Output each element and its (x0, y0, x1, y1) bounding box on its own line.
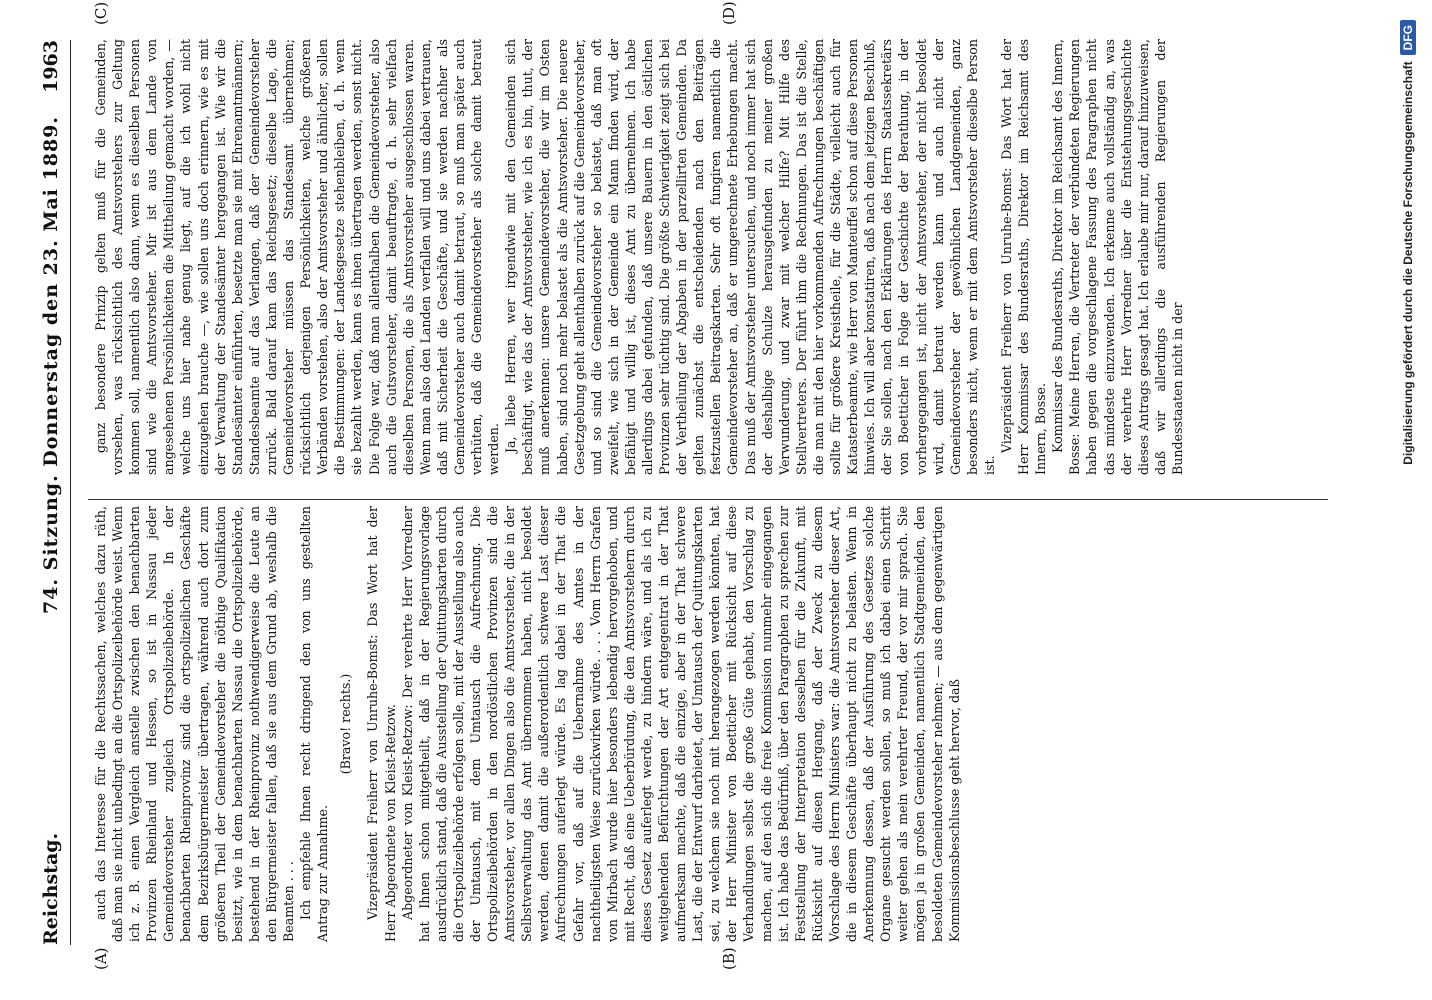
paragraph: auch das Interesse für die Rechtssachen, welches dazu räth, daß man sie nicht unbedingt an die Ortspolizeibehörde weist. Wenn ich z. B. einen Vergleich anstelle zwischen den benachbarten Provinzen Rheinland und Hessen, so ist in Nassau jeder Gemeindevorsteher zugleich Ortspolizeibehörde. In der benachbarten Rheinprovinz sind die ortspolizeilichen Geschäfte dem Bezirksbürgermeister übertragen, während auch dort zum größeren Theil der Gemeindevorsteher die nöthige Qualifikation besitzt, wie in dem benachbarten Nassau die Ortspolizeibehörde, bestehend in der Rheinprovinz nothwendigerweise die Leute an den Bürgermeister fallen, daß sie aus dem Grund ab, weshalb die Beamten . . . (93, 506, 297, 942)
digitization-credit (1400, 0, 1416, 1000)
paragraph: ganz besondere Prinzip gelten muß für die Gemeinden, vorsehen, was rücksichtlich des Amtsvorstehers zur Geltung kommen soll, namentlich also dann, wenn es dieselben Personen sind wie die Amtsvorsteher. Mir ist aus dem Lande von angesehenen Persönlichkeiten die Mittheilung gemacht worden, — welche uns hier nahe genug liegt, auf die ich wohl nicht einzugehen brauche —, wie sollen uns doch erinnern, wie es mit der Verwaltung der Standesämter hergegangen ist. Wie wir die Standesämter einführten, besetzte man sie mit Ehrenamtmännern; Standesbeamte auf das Verlangen, daß der Gemeindevorsteher zurück. Bald darauf kam das Reichsgesetz; dieselbe Lage, die Gemeindevorsteher müssen das Standesamt übernehmen; rücksichtlich derjenigen Persönlichkeiten, welche größeren Verbänden vorstehen, also der Amtsvorsteher und ähnlicher, sollen die Bestimmungen: der Landesgesetze stehenbleiben, d. h. wenn sie bezahlt werden, kann es ihnen übertragen werden, sonst nicht. Die Folge war, daß man allenthalben die Gemeindevorsteher, also auch die Gutsvorsteher, damit beauftragte, d. h. sehr vielfach dieselben Personen, die als Amtsvorsteher ausgeschlossen waren. Wenn man also den Landen verfallen will und uns dabei vertrauen, daß mit Sicherheit die Geschäfte, und sie werden nachher als Gemeindevorsteher auch damit betraut, so muß man später auch verhüten, daß die Gemeindevorsteher als solche damit betraut werden. (93, 39, 502, 475)
header-left: Reichstag. (40, 832, 62, 945)
paragraph: Kommissar des Bundesraths, Direktor im Reichsamt des Innern, Bosse: Meine Herren, die Vertreter der verbündeten Regierungen haben gegen die vorgeschlagene Fassung des Paragraphen nicht das mindeste einzuwenden. Ich erkenne auch vollständig an, was der verehrte Herr Vorredner über die Entstehungsgeschichte dieses Antrags gesagt hat. Ich erlaube mir nur, darauf hinzuweisen, daß wir allerdings die ausführenden Regierungen der Bundesstaaten nicht in der (1050, 39, 1185, 475)
margin-marker-b: (B) (720, 947, 738, 970)
column-divider (88, 499, 1328, 500)
paragraph: Abgeordneter von Kleist-Retzow: Der verehrte Herr Vorredner hat Ihnen schon mitgetheilt, daß in der Regierungsvorlage ausdrücklich stand, daß die Ausstellung der Quittungskarten durch die Ortspolizeibehörde erfolgen solle, mit der Ausstellung also auch der Umtausch, mit dem Umtausch die Aufrechnung. Die Ortspolizeibehörden in den nordöstlichen Provinzen sind die Amtsvorsteher, vor allen Dingen also die Amtsvorsteher, die in der Selbstverwaltung das Amt übernommen haben, nicht besoldet werden, denen damit die außerordentlich schwere Last dieser Aufrechnungen auferlegt würde. Es lag dabei in der That die Gefahr vor, daß auf die Uebernahme des Amtes in der nachtheiligsten Weise zurückwirken würde. . . . Vom Herrn Grafen von Mirbach wurde hier besonders lebendig hervorgehoben, und mit Recht, daß eine Ueberbürdung, die den Amtsvorstehern durch dieses Gesetz auferlegt werde, zu hindern wäre, und als ich zu weitgehenden Befürchtungen der Art entgegentrat in der That aufmerksam machte, daß die einzige, aber in der That schwere Last, die der Entwurf darbietet, der Umtausch der Quittungskarten sei, zu welchem sie noch mit herangezogen werden könnten, hat der Herr Minister von Boetticher mit Rücksicht auf diese Verhandlungen selbst die große Güte gehabt, den Vorschlag zu machen, auf den sich die freie Kommission nunmehr eingegangen ist. Ich habe das Bedürfniß, über den Paragraphen zu sprechen zur Feststellung der Interpretation desselben für die Zukunft, mit Rücksicht auf diesen Hergang, daß der Zweck zu diesem Vorschlage des Herrn Ministers war: die Amtsvorsteher dieser Art, die in diesem Geschäfte überhaupt nicht zu belasten. Wenn in Anerkennung dessen, daß der Ausführung des Gesetzes solche Organe gesucht werden sollen, so muß ich dabei einen Schritt weiter gehen als mein verehrter Freund, der vor mir sprach. Sie mögen ja in großen Gemeinden, namentlich Stadtgemeinden, den besoldeten Gemeindevorsteher nehmen; — aus dem gegenwärtigen Kommissionsbeschlusse geht hervor, daß (399, 506, 962, 942)
speaker-intro: Vizepräsident Freiherr von Unruhe-Bomst: Das Wort hat der Herr Abgeordnete von Kleist-Retzow. (365, 506, 398, 942)
speaker-intro: Vizepräsident Freiherr von Unruhe-Bomst: Das Wort hat der Herr Kommissar des Bundesraths, Direktor im Reichsamt des Innern, Bosse. (998, 39, 1049, 475)
margin-marker-a: (A) (92, 947, 110, 970)
page-header (22, 40, 71, 945)
page-number: 1963 (40, 40, 62, 93)
dfg-logo: DFG (1400, 20, 1416, 55)
credit-text: Digitalisierung gefördert durch die Deutsche Forschungsgemeinschaft (1401, 61, 1415, 465)
left-column (92, 506, 1322, 942)
margin-marker-c: (C) (92, 1, 110, 25)
paragraph: Ja, liebe Herren, wer irgendwie mit den Gemeinden sich beschäftigt, wie das der Amtsvorsteher, wie ich es bin, thut, der muß anerkennen: unsere Gemeindevorsteher, die wir im Osten haben, sind noch mehr belastet als die Amtsvorsteher. Die neuere Gesetzgebung geht allenthalben zurück auf die Gemeindevorsteher, und so sind die Gemeindevorsteher so belastet, daß man oft zweifelt, wie sich in der Gemeinde ein Mann finden wird, der befähigt und willig ist, dieses Amt zu übernehmen. Ich habe allerdings dabei gefunden, daß unsere Bauern in den östlichen Provinzen sehr tüchtig sind. Die größte Schwierigkeit zeigt sich bei der Vertheilung der Abgaben in der parzellirten Gemeinden. Da gelten zunächst die entscheidenden nach den Beiträgen festzustellen Beitragskarten. Sehr oft fungiren namentlich die Gemeindevorsteher an, daß er umgerechnete Erhebungen macht. Das muß der Amtsvorsteher untersuchen, und noch immer hat sich der deshalbige Schulze herausgefunden zu meiner großen Verwunderung, und zwar mit welcher Hilfe? Mit Hilfe des Stellvertreters. Der führt ihm die Rechnungen. Das ist die Stelle, die man mit den hier vorkommenden Aufrechnungen beschäftigen sollte für größere Kreistheile, für die Städte, vielleicht auch für Katasterbeamte, wie Herr von Manteuffel schon auf diese Personen hinwies. Ich will aber konstatiren, daß nach dem jetzigen Beschluß, der Sie sollen, nach den Erklärungen des Herrn Staatssekretärs von Boetticher in Folge der Geschichte der Berathung, in der vorhergegangen ist, nicht der Amtsvorsteher, der nicht besoldet wird, damit betraut werden kann und auch nicht der Gemeindevorsteher der gewöhnlichen Landgemeinden, ganz besonders nicht, wenn er mit dem Amtsvorsteher dieselbe Person ist. (503, 39, 997, 475)
right-column (92, 39, 1322, 475)
paragraph: Ich empfehle Ihnen recht dringend den von uns gestellten Antrag zur Annahme. (298, 506, 331, 942)
margin-marker-d: (D) (720, 1, 738, 25)
header-title: 74. Sitzung. Donnerstag den 23. Mai 1889. (40, 115, 62, 615)
stage-direction: (Bravo! rechts.) (338, 673, 354, 775)
